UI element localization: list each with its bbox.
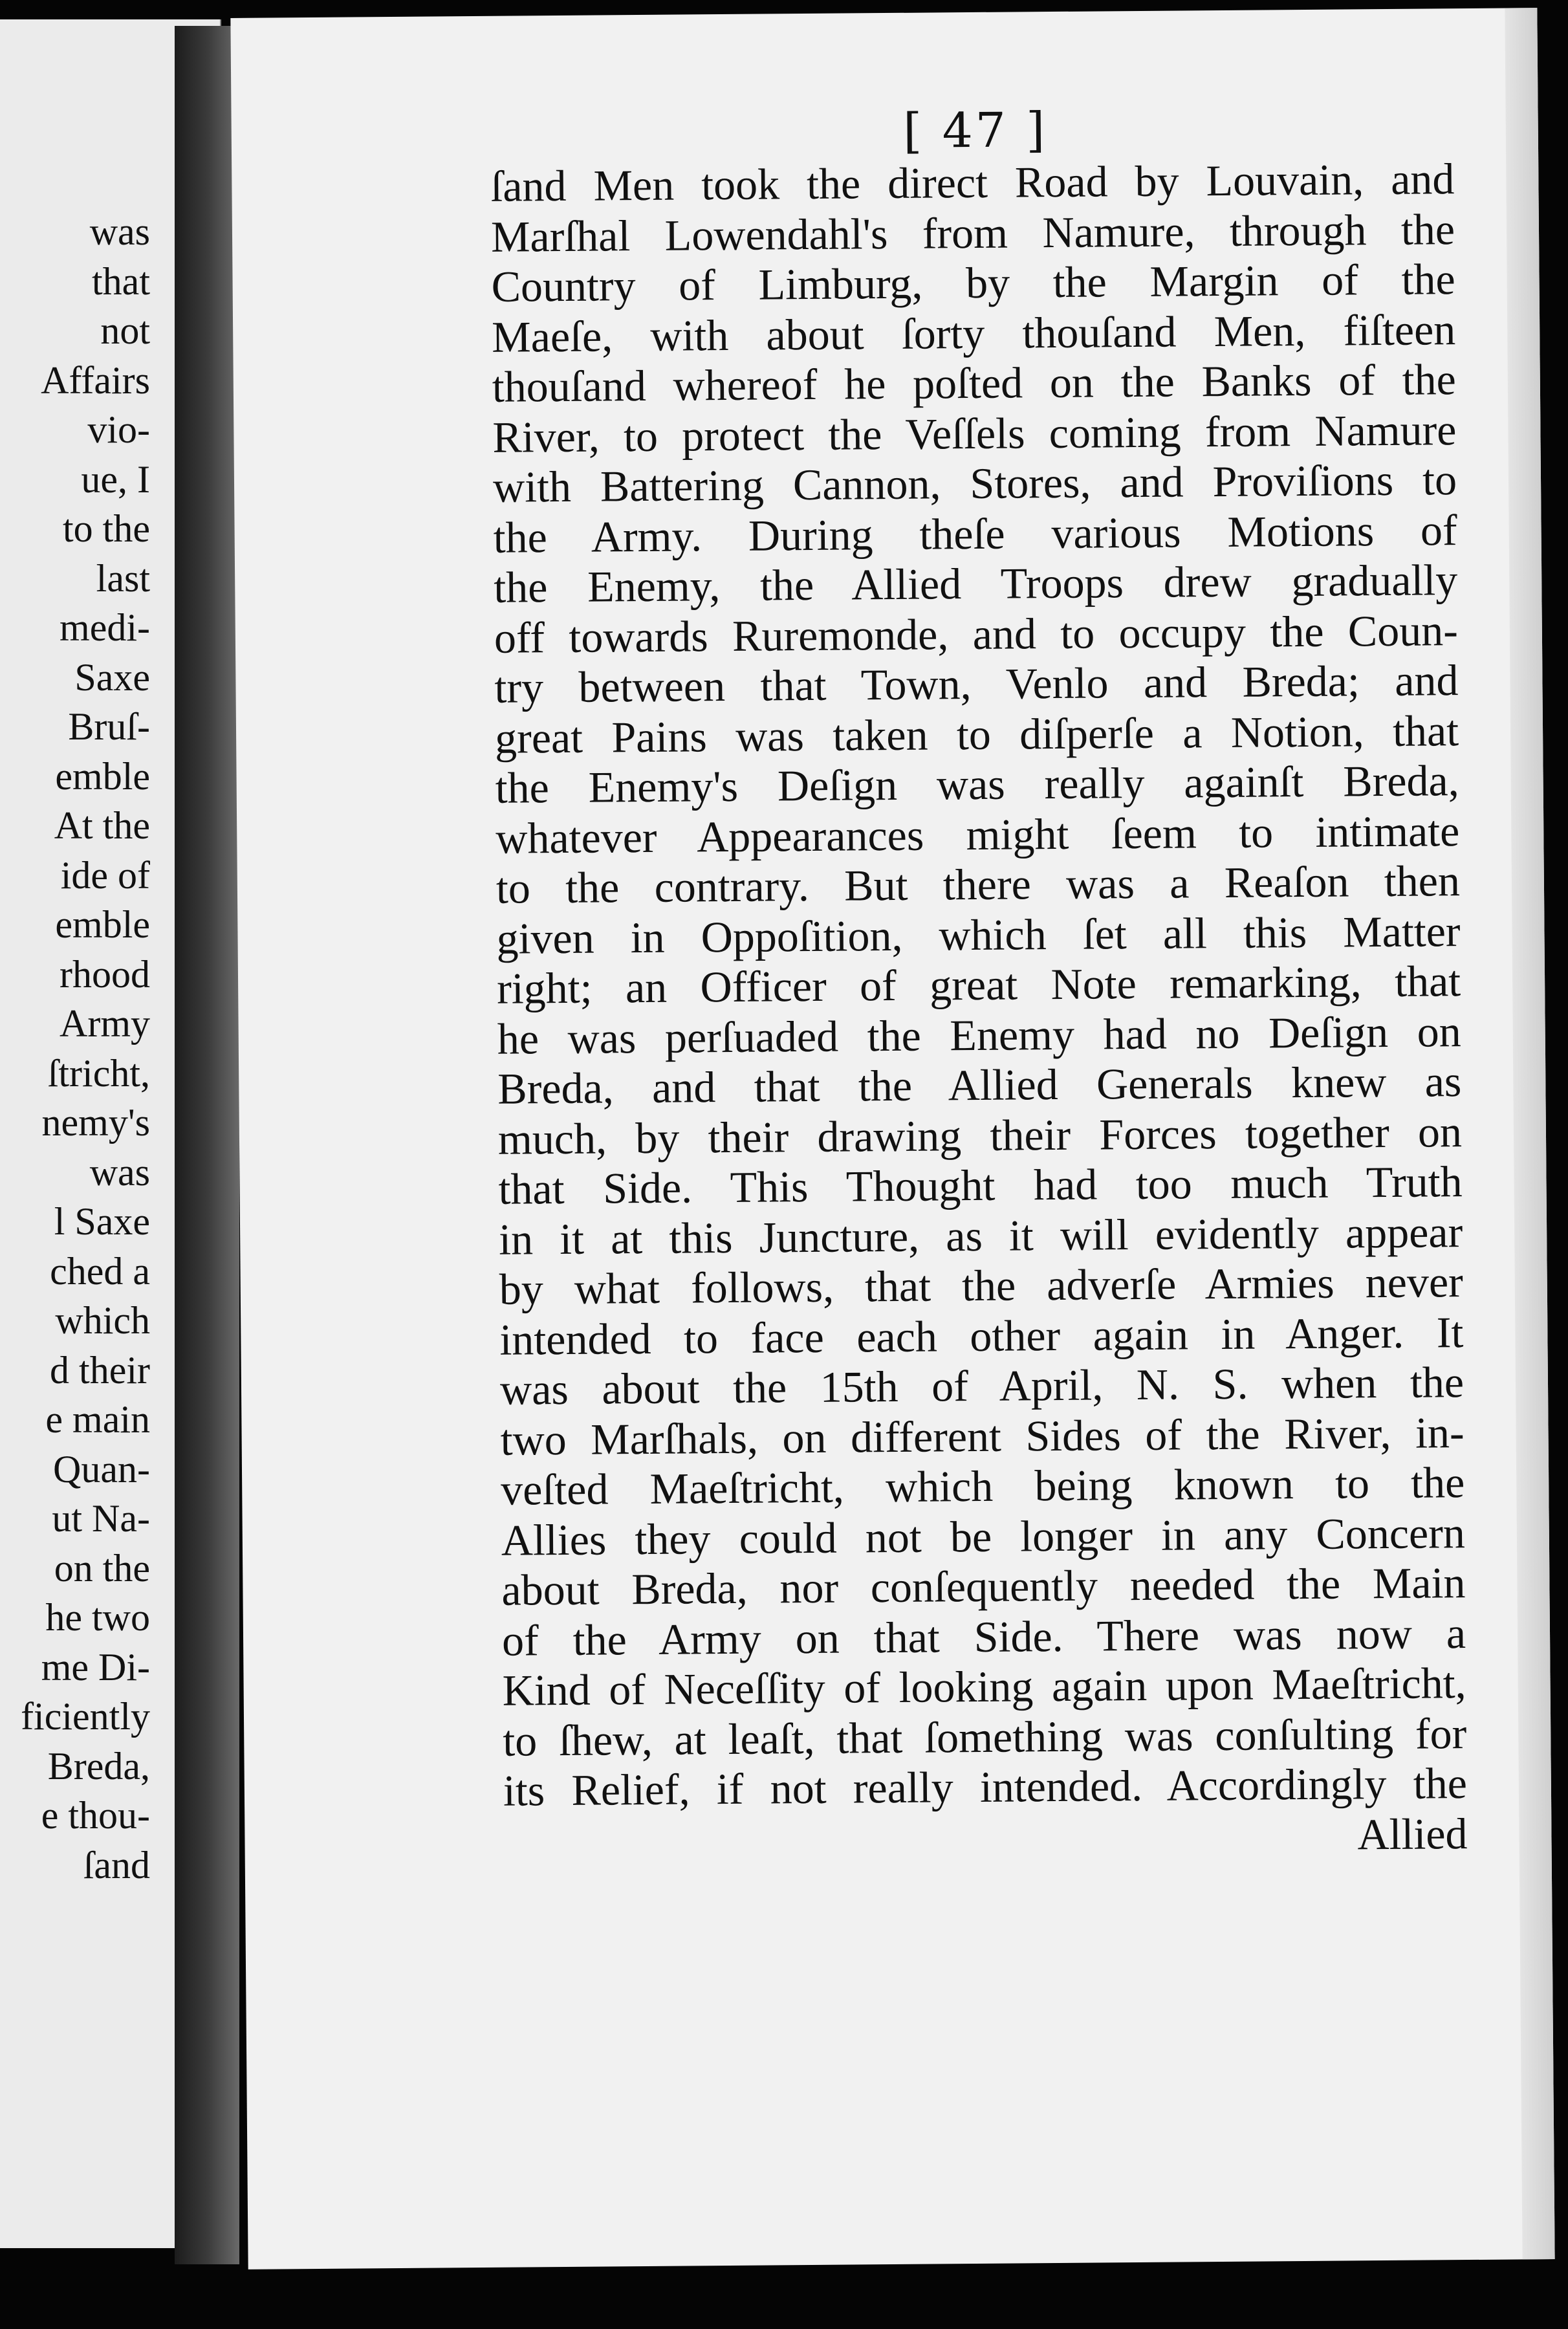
text-line: given in Oppoſition, which ſet all this Matter <box>496 906 1461 963</box>
left-fragment: ide of <box>60 853 150 897</box>
left-fragment: At the <box>54 804 150 847</box>
catchword: Allied <box>1357 1808 1468 1859</box>
left-fragment: Army <box>60 1002 150 1045</box>
left-fragment: Affairs <box>41 358 150 402</box>
left-fragment: e main <box>45 1398 150 1441</box>
text-line: of the Army on that Side. There was now a <box>501 1608 1466 1665</box>
left-fragment: ue, I <box>81 457 150 501</box>
text-line: whatever Appearances might ſeem to intimate <box>495 805 1460 863</box>
text-line: about Breda, nor conſequently needed the Main <box>501 1558 1466 1615</box>
left-fragment: that <box>92 259 150 303</box>
text-line: thouſand whereof he poſted on the Banks of the <box>492 355 1457 411</box>
left-fragment: on the <box>54 1546 150 1590</box>
text-line: the Army. During theſe various Motions of <box>493 505 1457 562</box>
text-line: great Pains was taken to diſperſe a Notion, that <box>494 705 1459 763</box>
left-fragment: was <box>89 210 150 253</box>
text-line: to ſhew, at leaſt, that ſomething was conſulting for <box>502 1708 1467 1766</box>
left-fragment: e thou- <box>41 1794 150 1837</box>
left-fragment: ficiently <box>21 1695 150 1738</box>
book-gutter <box>175 26 239 2264</box>
page-47 <box>230 8 1554 2269</box>
left-fragment: he two <box>45 1596 150 1639</box>
text-line: with Battering Cannon, Stores, and Proviſions to <box>492 455 1457 512</box>
left-fragment: ched a <box>50 1249 150 1293</box>
left-fragment: last <box>96 556 150 600</box>
left-fragment: rhood <box>60 952 150 996</box>
text-line: in it at this Juncture, as it will evidently appear <box>498 1207 1463 1264</box>
left-fragment: me Di- <box>41 1645 150 1689</box>
text-line: the Enemy's Deſign was really againſt Breda, <box>495 756 1459 813</box>
text-line: was about the 15th of April, N. S. when the <box>499 1357 1465 1414</box>
left-fragment: was <box>89 1150 150 1194</box>
text-line: intended to face each other again in Anger. It <box>499 1307 1464 1364</box>
left-fragment: medi- <box>60 606 150 649</box>
left-fragment: Quan- <box>53 1447 150 1491</box>
left-fragment: which <box>55 1299 150 1342</box>
text-line: its Relief, if not really intended. Accordingly the <box>503 1758 1468 1815</box>
left-fragment: vio- <box>87 408 150 451</box>
text-line: ſand Men took the direct Road by Louvain, and <box>490 154 1455 211</box>
text-line: River, to protect the Veſſels coming from Namure <box>492 404 1457 462</box>
text-line: by what follows, that the adverſe Armies never <box>499 1257 1464 1314</box>
left-fragment: Bruſ- <box>68 705 150 748</box>
left-fragment: emble <box>55 754 150 798</box>
text-line: try between that Town, Venlo and Breda; and <box>494 655 1459 712</box>
text-line: Allies they could not be longer in any Concern <box>501 1507 1466 1565</box>
text-line: off towards Ruremonde, and to occupy the Coun- <box>494 605 1459 662</box>
left-fragment: nemy's <box>41 1101 150 1144</box>
page-edge <box>1505 8 1554 2259</box>
text-line: to the contrary. But there was a Reaſon then <box>495 856 1461 913</box>
left-fragment: Breda, <box>47 1744 150 1788</box>
body-text <box>490 154 1468 1866</box>
text-line: Kind of Neceſſity of looking again upon Maeſtricht, <box>502 1658 1466 1715</box>
left-fragment: l Saxe <box>54 1200 150 1243</box>
left-fragment: ſtricht, <box>47 1051 150 1095</box>
left-fragment: not <box>100 309 150 352</box>
text-line: much, by their drawing their Forces together on <box>497 1106 1463 1164</box>
left-fragment: d their <box>50 1348 150 1392</box>
text-line: that Side. This Thought had too much Truth <box>498 1157 1463 1214</box>
text-line: veſted Maeſtricht, which being known to the <box>500 1458 1465 1514</box>
text-line: he was perſuaded the Enemy had no Deſign on <box>497 1006 1462 1064</box>
left-page-text <box>0 207 150 1890</box>
left-fragment: emble <box>55 903 150 946</box>
text-line: Breda, and that the Allied Generals knew as <box>497 1056 1462 1113</box>
text-line: two Marſhals, on different Sides of the River, in- <box>500 1407 1465 1465</box>
text-line: Maeſe, with about ſorty thouſand Men, fiſteen <box>491 304 1456 362</box>
left-fragment: to the <box>63 507 150 550</box>
page-number: [ 47 ] <box>902 102 1048 159</box>
left-fragment: ſand <box>83 1843 150 1886</box>
text-line: the Enemy, the Allied Troops drew gradually <box>493 555 1458 612</box>
left-fragment: ut Na- <box>52 1497 150 1540</box>
text-line: Country of Limburg, by the Margin of the <box>491 254 1455 311</box>
text-line: right; an Officer of great Note remarking, that <box>496 956 1461 1013</box>
text-line: Marſhal Lowendahl's from Namure, through the <box>490 204 1455 261</box>
left-fragment: Saxe <box>74 655 150 699</box>
